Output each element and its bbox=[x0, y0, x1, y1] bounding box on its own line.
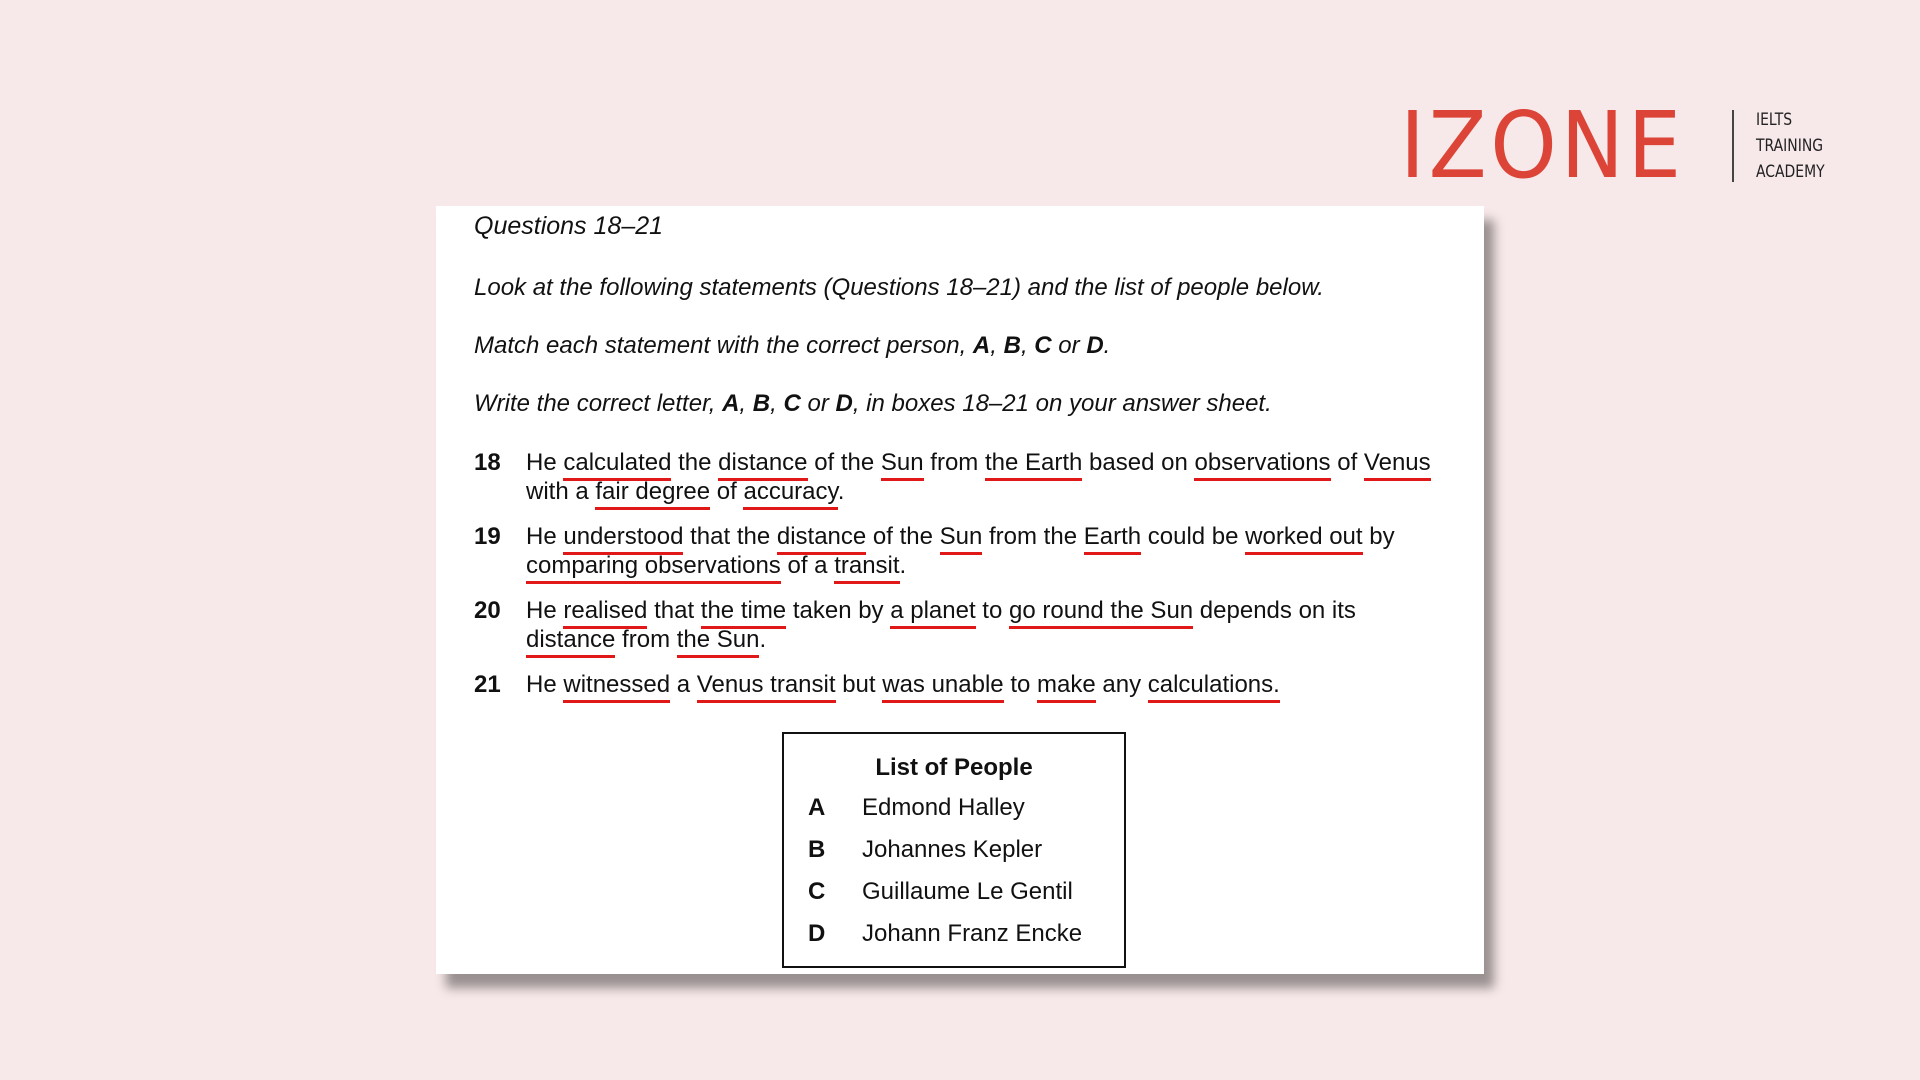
person-letter: A bbox=[808, 794, 826, 821]
person-b bbox=[808, 836, 1042, 864]
list-title: List of People bbox=[875, 754, 1033, 781]
question-number: 20 bbox=[474, 597, 501, 624]
person-d bbox=[808, 920, 1082, 948]
question-number: 19 bbox=[474, 523, 501, 550]
person-name: Johannes Kepler bbox=[862, 836, 1043, 863]
instruction-line-3: Write the correct letter, A, B, C or D, in boxes 18–21 on your answer sheet. bbox=[474, 390, 1272, 417]
exam-paper bbox=[436, 206, 1484, 974]
list-of-people-box bbox=[782, 732, 1126, 968]
instruction-line-1: Look at the following statements (Questions 18–21) and the list of people below. bbox=[474, 274, 1324, 301]
logo-divider bbox=[1732, 110, 1734, 182]
question-text: He understood that the distance of the Sun from the Earth could be worked out by comparing observations of a transit. bbox=[526, 522, 1446, 580]
person-a bbox=[808, 794, 1025, 822]
logo-tagline-line: ACADEMY bbox=[1755, 162, 1825, 182]
question-number: 21 bbox=[474, 671, 501, 698]
question-text: He witnessed a Venus transit but was unable to make any calculations. bbox=[526, 670, 1446, 699]
person-c bbox=[808, 878, 1073, 906]
question-number: 18 bbox=[474, 449, 501, 476]
person-name: Guillaume Le Gentil bbox=[862, 878, 1073, 905]
logo-wordmark: IZONE bbox=[1400, 92, 1685, 199]
person-letter: D bbox=[808, 920, 826, 947]
logo-tagline-line: TRAINING bbox=[1755, 136, 1823, 156]
person-letter: B bbox=[808, 836, 826, 863]
person-name: Edmond Halley bbox=[862, 794, 1025, 821]
person-name: Johann Franz Encke bbox=[862, 920, 1083, 947]
instruction-line-2: Match each statement with the correct person, A, B, C or D. bbox=[474, 332, 1111, 359]
izone-logo bbox=[1400, 92, 1839, 199]
logo-tagline-line: IELTS bbox=[1755, 110, 1792, 130]
question-text: He calculated the distance of the Sun from the Earth based on observations of Venus with a fair degree of accuracy. bbox=[526, 448, 1446, 506]
logo-tagline bbox=[1756, 107, 1825, 185]
question-text: He realised that the time taken by a planet to go round the Sun depends on its distance from the Sun. bbox=[526, 596, 1446, 654]
person-letter: C bbox=[808, 878, 826, 905]
questions-heading: Questions 18–21 bbox=[474, 212, 664, 240]
